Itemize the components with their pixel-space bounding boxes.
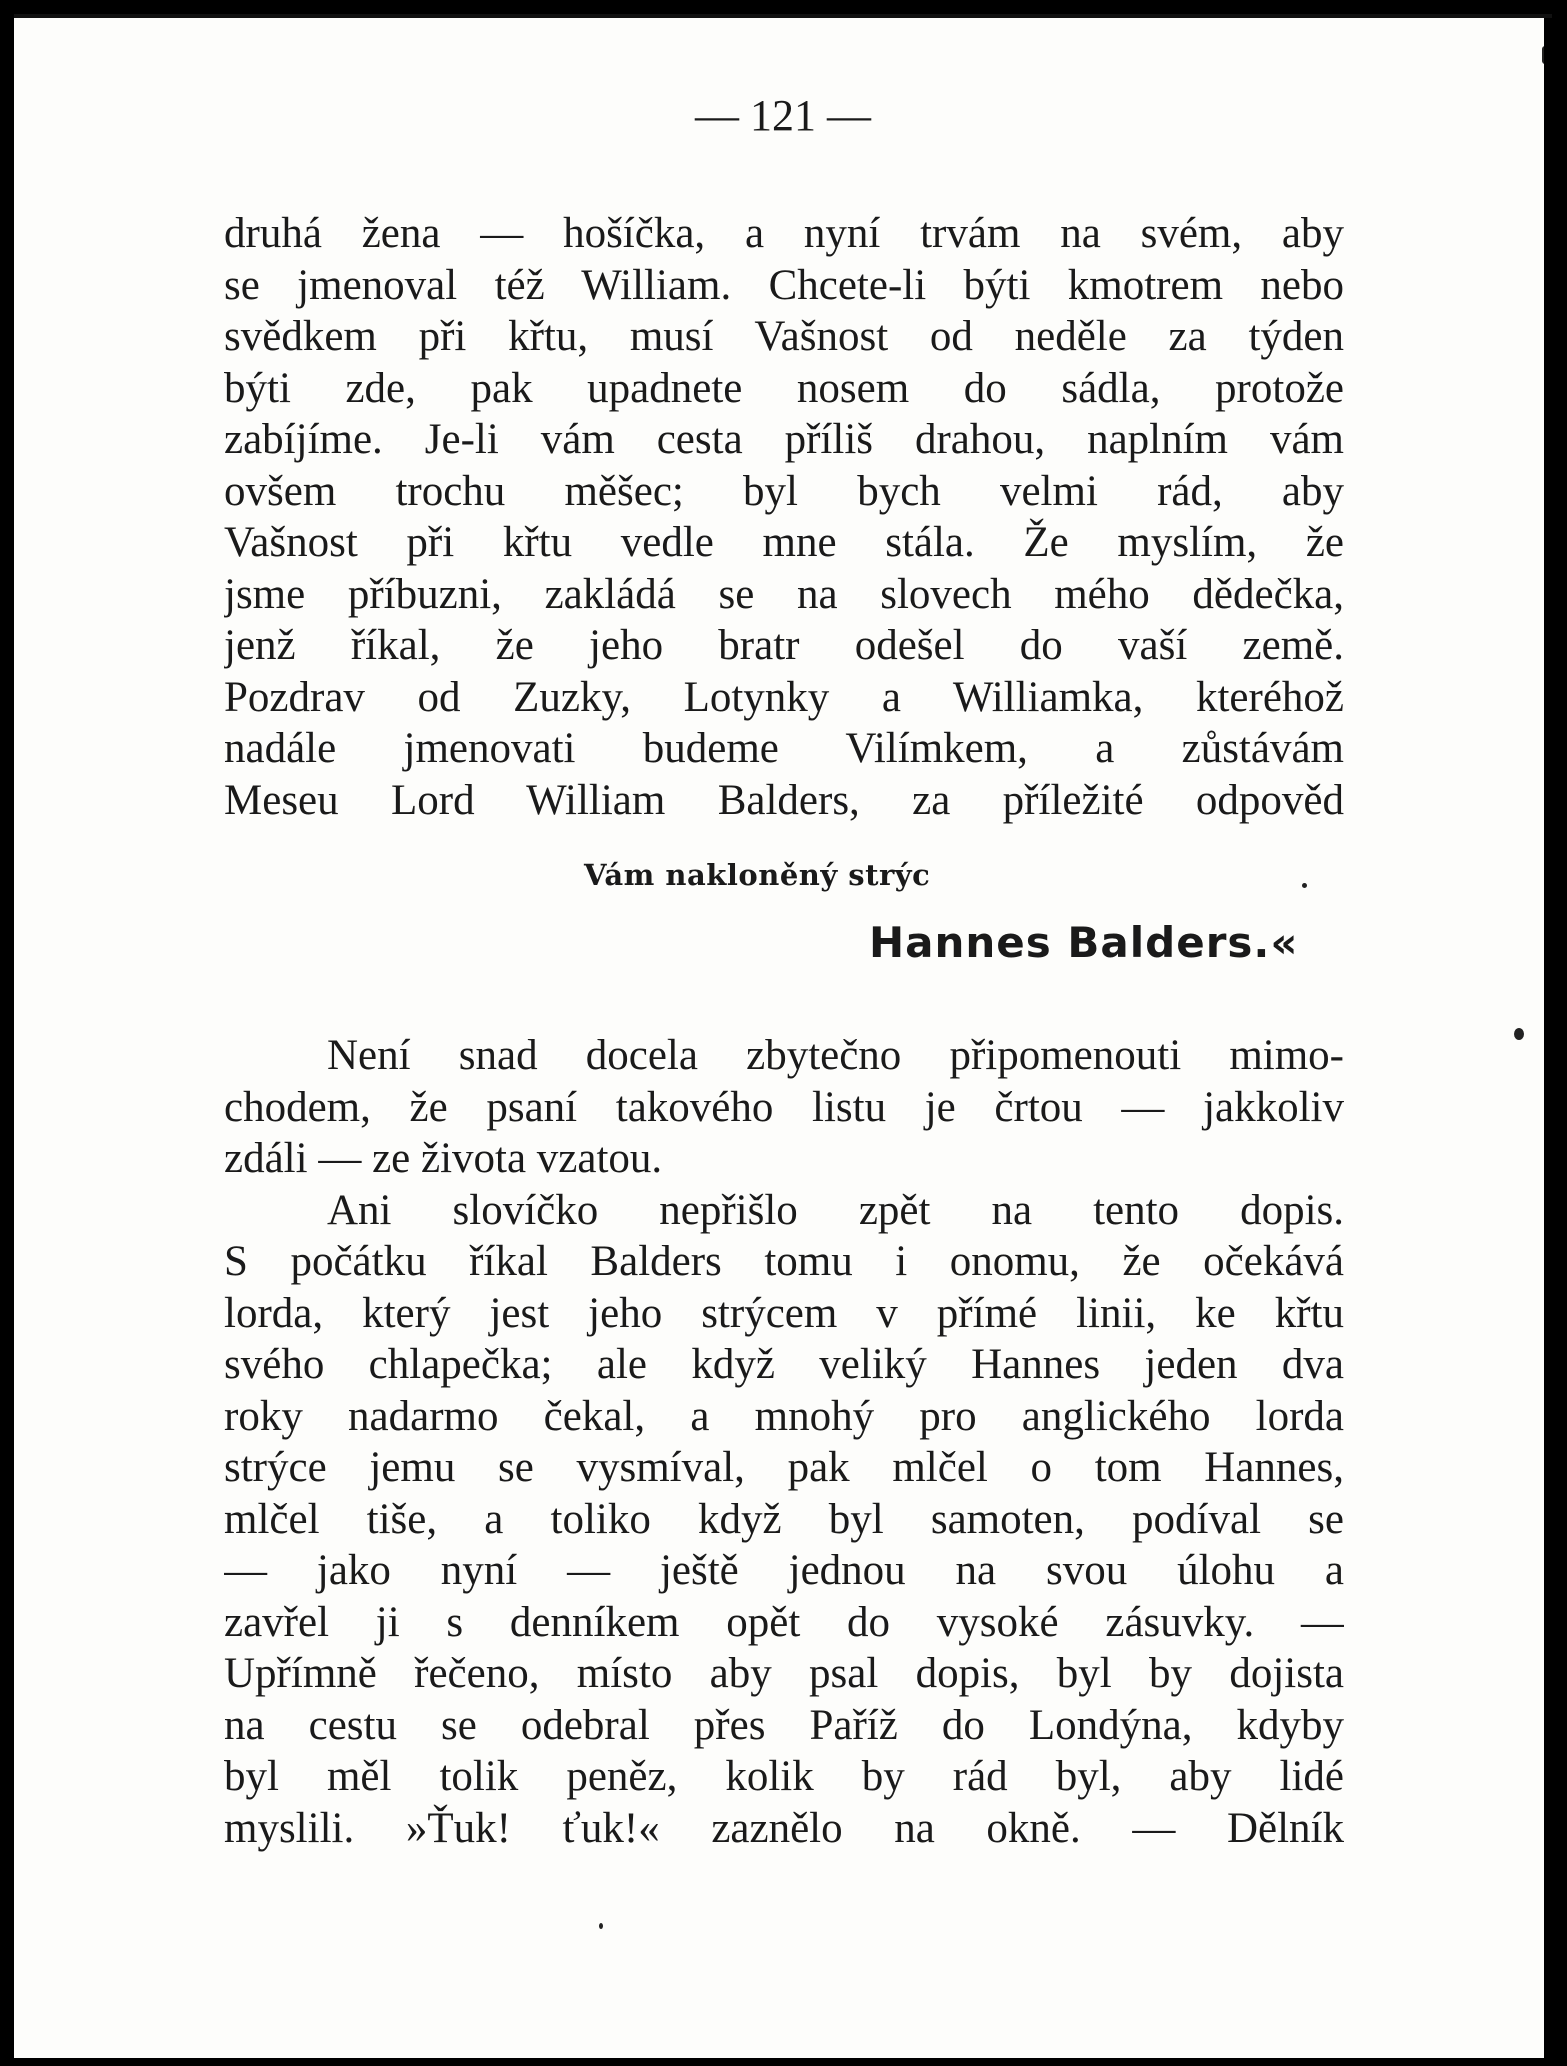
- page-number: — 121 —: [695, 91, 871, 140]
- text-line: lorda, který jest jeho strýcem v přímé linii, ke křtu: [224, 1289, 1344, 1337]
- text-line: se jmenoval též William. Chcete-li býti kmotrem nebo: [224, 261, 1344, 309]
- ink-speck: [1514, 1028, 1524, 1040]
- text-line: ovšem trochu měšec; byl bych velmi rád, aby: [224, 467, 1344, 515]
- text-line: chodem, že psaní takového listu je črtou — jakkoliv: [224, 1083, 1344, 1131]
- letter-closing: Vám nakloněný strýc: [584, 858, 931, 892]
- text-line: na cestu se odebral přes Paříž do Londýna, kdyby: [224, 1701, 1344, 1749]
- book-page: [14, 14, 1552, 2058]
- text-line: myslili. »Ťuk! ťuk!« zaznělo na okně. — Dělník: [224, 1804, 1344, 1852]
- ink-speck: [1302, 883, 1307, 888]
- text-line: roky nadarmo čekal, a mnohý pro anglického lorda: [224, 1392, 1344, 1440]
- text-line: Vašnost při křtu vedle mne stála. Že myslím, že: [224, 519, 1344, 566]
- text-line: svého chlapečka; ale když veliký Hannes jeden dva: [224, 1341, 1344, 1388]
- text-line: jsme příbuzni, zakládá se na slovech mého dědečka,: [224, 570, 1344, 618]
- text-line: zavřel ji s denníkem opět do vysoké zásuvky. —: [224, 1598, 1344, 1646]
- text-line: byl měl tolik peněz, kolik by rád byl, aby lidé: [224, 1753, 1344, 1800]
- text-line: jenž říkal, že jeho bratr odešel do vaší země.: [224, 622, 1344, 669]
- text-line: Není snad docela zbytečno připomenouti mimo-: [327, 1032, 1344, 1079]
- text-line: Meseu Lord William Balders, za příležité odpověd: [224, 776, 1344, 824]
- text-line: Upřímně řečeno, místo aby psal dopis, byl by dojista: [224, 1650, 1344, 1697]
- text-line: druhá žena — hošíčka, a nyní trvám na svém, aby: [224, 210, 1344, 257]
- text-line: — jako nyní — ještě jednou na svou úlohu a: [224, 1547, 1344, 1594]
- text-line: býti zde, pak upadnete nosem do sádla, protože: [224, 364, 1344, 412]
- text-line: zabíjíme. Je-li vám cesta příliš drahou, naplním vám: [224, 416, 1344, 463]
- text-line: zdáli — ze života vzatou.: [224, 1135, 663, 1182]
- narrative-paragraph: [224, 1030, 1344, 1854]
- ink-speck: [599, 1923, 603, 1929]
- text-line: Pozdrav od Zuzky, Lotynky a Williamka, kteréhož: [224, 673, 1344, 721]
- text-line: svědkem při křtu, musí Vašnost od neděle za týden: [224, 313, 1344, 360]
- letter-signature: Hannes Balders.«: [869, 918, 1299, 967]
- text-line: S počátku říkal Balders tomu i onomu, že očekává: [224, 1238, 1344, 1285]
- text-line: mlčel tiše, a toliko když byl samoten, podíval se: [224, 1495, 1344, 1543]
- text-line: Ani slovíčko nepřišlo zpět na tento dopis.: [327, 1186, 1344, 1234]
- page-edge-shadow: [1544, 18, 1552, 2058]
- letter-tail-paragraph: [224, 208, 1344, 826]
- text-line: nadále jmenovati budeme Vilímkem, a zůstávám: [224, 725, 1344, 772]
- text-line: strýce jemu se vysmíval, pak mlčel o tom Hannes,: [224, 1444, 1344, 1491]
